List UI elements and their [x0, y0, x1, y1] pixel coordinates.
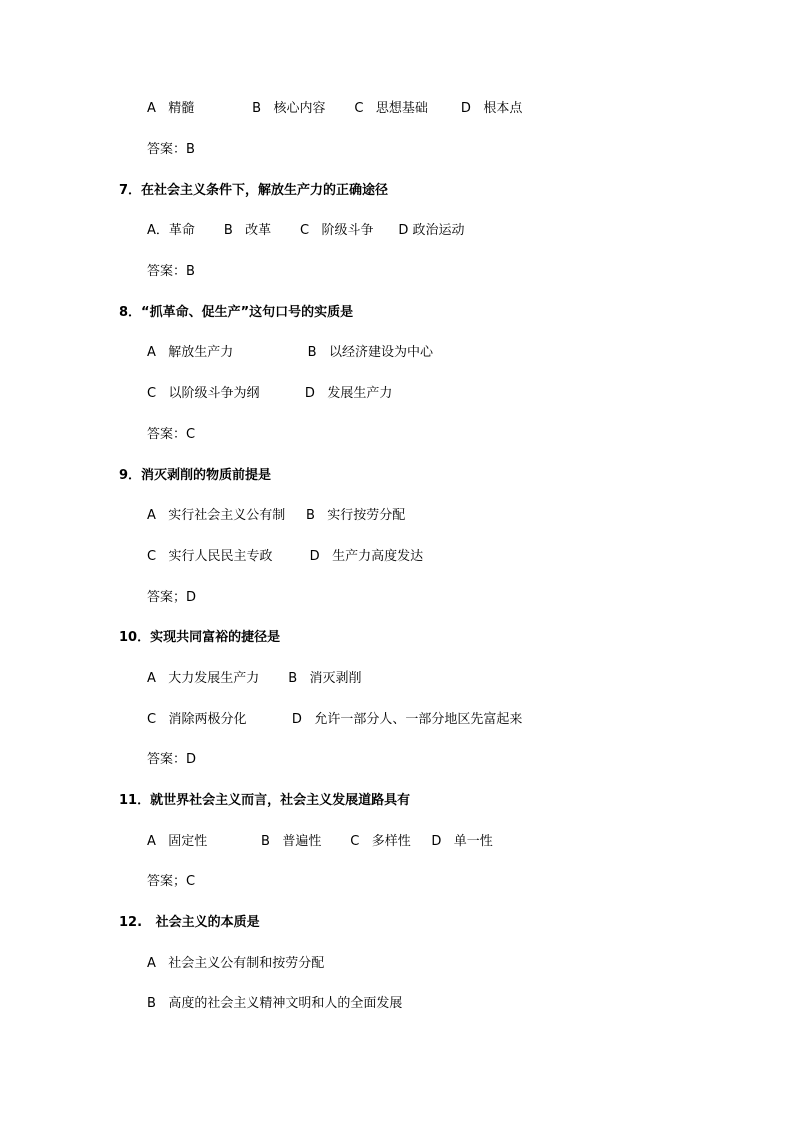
- question-11-options: A 固定性 B 普遍性 C 多样性 D 单一性: [147, 834, 493, 849]
- question-8-answer: 答案：C: [147, 427, 196, 442]
- question-8-title: 8．“抓革命、促生产”这句口号的实质是: [119, 305, 354, 320]
- question-9-answer: 答案；D: [147, 590, 197, 605]
- question-9-options-1: A 实行社会主义公有制 B 实行按劳分配: [147, 508, 406, 523]
- question-11-answer: 答案；C: [147, 874, 196, 889]
- question-8-options-2: C 以阶级斗争为纲 D 发展生产力: [147, 386, 393, 401]
- question-9-options-2: C 实行人民民主专政 D 生产力高度发达: [147, 549, 424, 564]
- option-line: A 精髓 B 核心内容 C 思想基础 D 根本点: [147, 101, 523, 116]
- question-12-option-b: B 高度的社会主义精神文明和人的全面发展: [147, 996, 403, 1011]
- question-8-options-1: A 解放生产力 B 以经济建设为中心: [147, 345, 433, 360]
- question-10-title: 10．实现共同富裕的捷径是: [119, 630, 281, 645]
- question-12-title: 12. 社会主义的本质是: [119, 915, 260, 930]
- question-9-title: 9．消灭剥削的物质前提是: [119, 468, 272, 483]
- question-7-options: A．革命 B 改革 C 阶级斗争 D 政治运动: [147, 223, 465, 238]
- question-12-option-a: A 社会主义公有制和按劳分配: [147, 956, 325, 971]
- answer-line: 答案：B: [147, 142, 195, 157]
- question-10-answer: 答案：D: [147, 752, 197, 767]
- question-11-title: 11．就世界社会主义而言，社会主义发展道路具有: [119, 793, 411, 808]
- question-10-options-1: A 大力发展生产力 B 消灭剥削: [147, 671, 362, 686]
- question-10-options-2: C 消除两极分化 D 允许一部分人、一部分地区先富起来: [147, 712, 523, 727]
- question-7-title: 7．在社会主义条件下，解放生产力的正确途径: [119, 183, 389, 198]
- question-7-answer: 答案：B: [147, 264, 195, 279]
